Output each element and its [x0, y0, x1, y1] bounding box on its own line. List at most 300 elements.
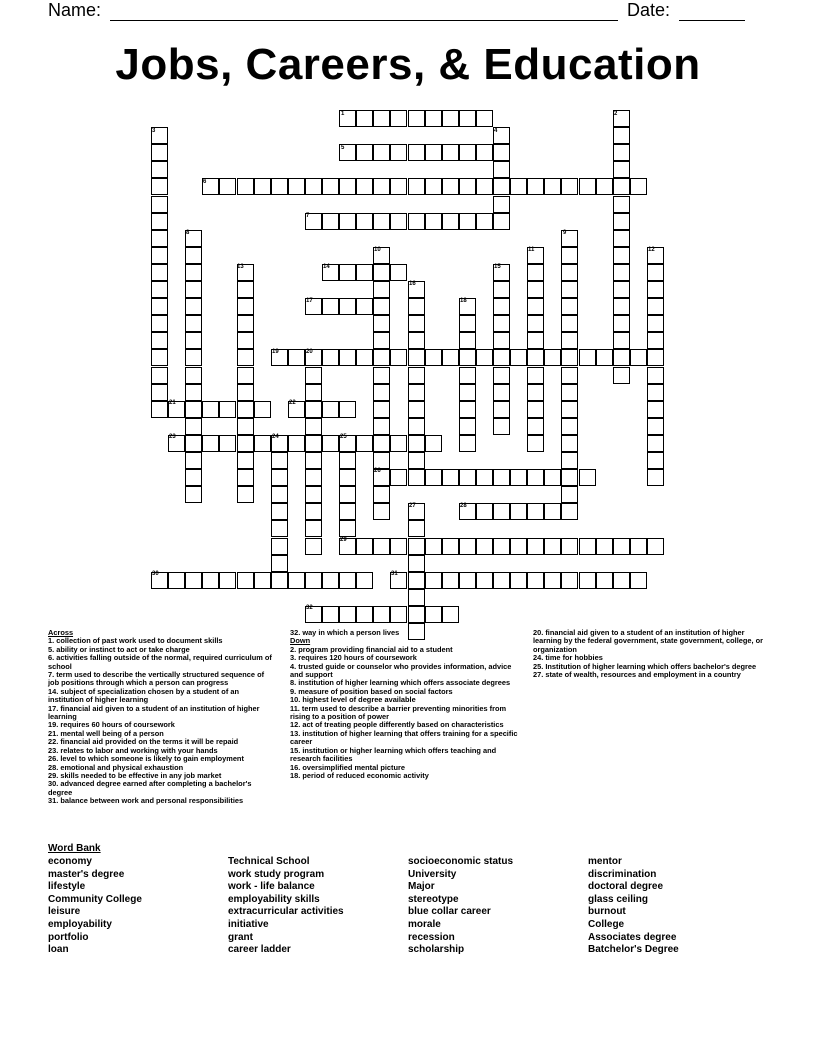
- grid-cell[interactable]: [288, 178, 305, 195]
- grid-cell[interactable]: [356, 538, 373, 555]
- grid-cell[interactable]: [237, 315, 254, 332]
- grid-cell[interactable]: [408, 315, 425, 332]
- grid-cell[interactable]: [219, 401, 236, 418]
- grid-cell[interactable]: [356, 435, 373, 452]
- grid-cell[interactable]: [356, 349, 373, 366]
- grid-cell[interactable]: [527, 384, 544, 401]
- grid-cell[interactable]: [493, 349, 510, 366]
- grid-cell[interactable]: [493, 538, 510, 555]
- grid-cell[interactable]: [561, 264, 578, 281]
- grid-cell[interactable]: [613, 298, 630, 315]
- grid-cell[interactable]: [527, 178, 544, 195]
- grid-cell[interactable]: [305, 401, 322, 418]
- grid-cell[interactable]: [613, 144, 630, 161]
- grid-cell[interactable]: [561, 298, 578, 315]
- grid-cell[interactable]: [185, 572, 202, 589]
- grid-cell[interactable]: [185, 349, 202, 366]
- grid-cell[interactable]: [459, 435, 476, 452]
- grid-cell[interactable]: [613, 332, 630, 349]
- grid-cell[interactable]: [202, 401, 219, 418]
- grid-cell[interactable]: [356, 606, 373, 623]
- grid-cell[interactable]: [613, 315, 630, 332]
- grid-cell[interactable]: [185, 401, 202, 418]
- grid-cell[interactable]: [561, 332, 578, 349]
- grid-cell[interactable]: [442, 469, 459, 486]
- grid-cell[interactable]: [254, 178, 271, 195]
- grid-cell[interactable]: [408, 367, 425, 384]
- grid-cell[interactable]: [544, 503, 561, 520]
- grid-cell[interactable]: [271, 486, 288, 503]
- grid-cell[interactable]: [442, 606, 459, 623]
- grid-cell[interactable]: [442, 213, 459, 230]
- grid-cell[interactable]: [544, 469, 561, 486]
- grid-cell[interactable]: [408, 401, 425, 418]
- grid-cell[interactable]: [373, 367, 390, 384]
- grid-cell[interactable]: [305, 520, 322, 537]
- grid-cell[interactable]: [237, 572, 254, 589]
- grid-cell[interactable]: [459, 315, 476, 332]
- grid-cell[interactable]: [527, 367, 544, 384]
- grid-cell[interactable]: [510, 178, 527, 195]
- grid-cell[interactable]: [305, 178, 322, 195]
- grid-cell[interactable]: [151, 230, 168, 247]
- grid-cell[interactable]: [185, 332, 202, 349]
- grid-cell[interactable]: [339, 298, 356, 315]
- grid-cell[interactable]: [237, 435, 254, 452]
- grid-cell[interactable]: [237, 401, 254, 418]
- grid-cell[interactable]: [561, 572, 578, 589]
- grid-cell[interactable]: [408, 110, 425, 127]
- grid-cell[interactable]: [390, 110, 407, 127]
- grid-cell[interactable]: [493, 281, 510, 298]
- grid-cell[interactable]: [322, 298, 339, 315]
- grid-cell[interactable]: [288, 572, 305, 589]
- grid-cell[interactable]: [168, 572, 185, 589]
- grid-cell[interactable]: [254, 435, 271, 452]
- grid-cell[interactable]: [408, 589, 425, 606]
- grid-cell[interactable]: [237, 384, 254, 401]
- grid-cell[interactable]: [288, 435, 305, 452]
- grid-cell[interactable]: [647, 315, 664, 332]
- grid-cell[interactable]: [647, 349, 664, 366]
- grid-cell[interactable]: [322, 401, 339, 418]
- grid-cell[interactable]: [151, 367, 168, 384]
- grid-cell[interactable]: [510, 572, 527, 589]
- grid-cell[interactable]: [373, 144, 390, 161]
- grid-cell[interactable]: [390, 144, 407, 161]
- grid-cell[interactable]: [185, 486, 202, 503]
- grid-cell[interactable]: [613, 264, 630, 281]
- grid-cell[interactable]: [356, 178, 373, 195]
- grid-cell[interactable]: [527, 332, 544, 349]
- grid-cell[interactable]: [442, 538, 459, 555]
- grid-cell[interactable]: [305, 486, 322, 503]
- grid-cell[interactable]: [527, 572, 544, 589]
- grid-cell[interactable]: [459, 332, 476, 349]
- grid-cell[interactable]: [493, 213, 510, 230]
- grid-cell[interactable]: [561, 315, 578, 332]
- grid-cell[interactable]: [510, 503, 527, 520]
- grid-cell[interactable]: [288, 349, 305, 366]
- grid-cell[interactable]: [373, 452, 390, 469]
- grid-cell[interactable]: [442, 572, 459, 589]
- grid-cell[interactable]: [185, 315, 202, 332]
- grid-cell[interactable]: [339, 264, 356, 281]
- grid-cell[interactable]: [613, 349, 630, 366]
- grid-cell[interactable]: [596, 178, 613, 195]
- grid-cell[interactable]: [151, 196, 168, 213]
- grid-cell[interactable]: [339, 503, 356, 520]
- grid-cell[interactable]: [373, 435, 390, 452]
- grid-cell[interactable]: [561, 469, 578, 486]
- grid-cell[interactable]: [527, 264, 544, 281]
- grid-cell[interactable]: [305, 384, 322, 401]
- grid-cell[interactable]: [151, 213, 168, 230]
- grid-cell[interactable]: [373, 298, 390, 315]
- grid-cell[interactable]: [305, 503, 322, 520]
- grid-cell[interactable]: [613, 127, 630, 144]
- grid-cell[interactable]: [647, 281, 664, 298]
- grid-cell[interactable]: [527, 298, 544, 315]
- grid-cell[interactable]: [151, 401, 168, 418]
- grid-cell[interactable]: [476, 349, 493, 366]
- grid-cell[interactable]: [493, 418, 510, 435]
- grid-cell[interactable]: [339, 486, 356, 503]
- grid-cell[interactable]: [237, 349, 254, 366]
- grid-cell[interactable]: [459, 418, 476, 435]
- grid-cell[interactable]: [305, 435, 322, 452]
- grid-cell[interactable]: [373, 213, 390, 230]
- grid-cell[interactable]: [237, 367, 254, 384]
- grid-cell[interactable]: [185, 435, 202, 452]
- grid-cell[interactable]: [613, 213, 630, 230]
- grid-cell[interactable]: [254, 401, 271, 418]
- grid-cell[interactable]: [373, 349, 390, 366]
- grid-cell[interactable]: [493, 469, 510, 486]
- grid-cell[interactable]: [476, 144, 493, 161]
- grid-cell[interactable]: [579, 349, 596, 366]
- grid-cell[interactable]: [544, 349, 561, 366]
- grid-cell[interactable]: [647, 452, 664, 469]
- grid-cell[interactable]: [561, 367, 578, 384]
- grid-cell[interactable]: [271, 555, 288, 572]
- grid-cell[interactable]: [493, 298, 510, 315]
- grid-cell[interactable]: [647, 538, 664, 555]
- grid-cell[interactable]: [613, 538, 630, 555]
- grid-cell[interactable]: [322, 349, 339, 366]
- grid-cell[interactable]: [356, 110, 373, 127]
- grid-cell[interactable]: [527, 281, 544, 298]
- grid-cell[interactable]: [561, 452, 578, 469]
- grid-cell[interactable]: [459, 110, 476, 127]
- grid-cell[interactable]: [596, 349, 613, 366]
- grid-cell[interactable]: [390, 349, 407, 366]
- grid-cell[interactable]: [459, 178, 476, 195]
- grid-cell[interactable]: [630, 538, 647, 555]
- grid-cell[interactable]: [476, 503, 493, 520]
- grid-cell[interactable]: [271, 469, 288, 486]
- grid-cell[interactable]: [561, 503, 578, 520]
- grid-cell[interactable]: [237, 486, 254, 503]
- grid-cell[interactable]: [390, 435, 407, 452]
- grid-cell[interactable]: [527, 469, 544, 486]
- grid-cell[interactable]: [237, 469, 254, 486]
- grid-cell[interactable]: [237, 332, 254, 349]
- grid-cell[interactable]: [527, 538, 544, 555]
- grid-cell[interactable]: [356, 572, 373, 589]
- grid-cell[interactable]: [305, 367, 322, 384]
- grid-cell[interactable]: [237, 418, 254, 435]
- grid-cell[interactable]: [339, 572, 356, 589]
- grid-cell[interactable]: [493, 384, 510, 401]
- grid-cell[interactable]: [373, 606, 390, 623]
- grid-cell[interactable]: [527, 315, 544, 332]
- grid-cell[interactable]: [579, 469, 596, 486]
- grid-cell[interactable]: [425, 606, 442, 623]
- grid-cell[interactable]: [493, 178, 510, 195]
- grid-cell[interactable]: [408, 349, 425, 366]
- grid-cell[interactable]: [561, 435, 578, 452]
- grid-cell[interactable]: [373, 401, 390, 418]
- grid-cell[interactable]: [185, 469, 202, 486]
- grid-cell[interactable]: [476, 469, 493, 486]
- grid-cell[interactable]: [339, 213, 356, 230]
- grid-cell[interactable]: [561, 538, 578, 555]
- grid-cell[interactable]: [476, 178, 493, 195]
- grid-cell[interactable]: [630, 178, 647, 195]
- grid-cell[interactable]: [254, 572, 271, 589]
- grid-cell[interactable]: [493, 315, 510, 332]
- grid-cell[interactable]: [408, 213, 425, 230]
- grid-cell[interactable]: [425, 572, 442, 589]
- grid-cell[interactable]: [271, 538, 288, 555]
- grid-cell[interactable]: [510, 538, 527, 555]
- grid-cell[interactable]: [408, 606, 425, 623]
- grid-cell[interactable]: [151, 247, 168, 264]
- grid-cell[interactable]: [527, 503, 544, 520]
- grid-cell[interactable]: [493, 332, 510, 349]
- grid-cell[interactable]: [219, 178, 236, 195]
- grid-cell[interactable]: [185, 367, 202, 384]
- grid-cell[interactable]: [151, 349, 168, 366]
- grid-cell[interactable]: [561, 384, 578, 401]
- grid-cell[interactable]: [339, 469, 356, 486]
- grid-cell[interactable]: [373, 418, 390, 435]
- grid-cell[interactable]: [613, 247, 630, 264]
- grid-cell[interactable]: [390, 264, 407, 281]
- grid-cell[interactable]: [613, 572, 630, 589]
- grid-cell[interactable]: [561, 486, 578, 503]
- grid-cell[interactable]: [305, 418, 322, 435]
- grid-cell[interactable]: [373, 178, 390, 195]
- grid-cell[interactable]: [425, 110, 442, 127]
- grid-cell[interactable]: [613, 196, 630, 213]
- grid-cell[interactable]: [613, 281, 630, 298]
- grid-cell[interactable]: [476, 110, 493, 127]
- grid-cell[interactable]: [373, 332, 390, 349]
- grid-cell[interactable]: [579, 178, 596, 195]
- grid-cell[interactable]: [596, 572, 613, 589]
- grid-cell[interactable]: [493, 161, 510, 178]
- grid-cell[interactable]: [219, 572, 236, 589]
- grid-cell[interactable]: [408, 332, 425, 349]
- grid-cell[interactable]: [613, 161, 630, 178]
- grid-cell[interactable]: [442, 144, 459, 161]
- grid-cell[interactable]: [647, 298, 664, 315]
- grid-cell[interactable]: [561, 178, 578, 195]
- grid-cell[interactable]: [459, 469, 476, 486]
- grid-cell[interactable]: [373, 538, 390, 555]
- grid-cell[interactable]: [459, 349, 476, 366]
- grid-cell[interactable]: [613, 230, 630, 247]
- grid-cell[interactable]: [390, 538, 407, 555]
- grid-cell[interactable]: [339, 178, 356, 195]
- grid-cell[interactable]: [425, 435, 442, 452]
- grid-cell[interactable]: [647, 384, 664, 401]
- grid-cell[interactable]: [151, 315, 168, 332]
- grid-cell[interactable]: [305, 452, 322, 469]
- grid-cell[interactable]: [356, 298, 373, 315]
- grid-cell[interactable]: [237, 178, 254, 195]
- grid-cell[interactable]: [271, 572, 288, 589]
- grid-cell[interactable]: [322, 572, 339, 589]
- grid-cell[interactable]: [408, 384, 425, 401]
- grid-cell[interactable]: [373, 110, 390, 127]
- grid-cell[interactable]: [561, 418, 578, 435]
- grid-cell[interactable]: [459, 213, 476, 230]
- grid-cell[interactable]: [544, 538, 561, 555]
- grid-cell[interactable]: [202, 572, 219, 589]
- grid-cell[interactable]: [373, 384, 390, 401]
- grid-cell[interactable]: [356, 144, 373, 161]
- grid-cell[interactable]: [322, 606, 339, 623]
- grid-cell[interactable]: [185, 298, 202, 315]
- grid-cell[interactable]: [630, 349, 647, 366]
- grid-cell[interactable]: [373, 264, 390, 281]
- grid-cell[interactable]: [408, 178, 425, 195]
- grid-cell[interactable]: [493, 401, 510, 418]
- grid-cell[interactable]: [613, 367, 630, 384]
- grid-cell[interactable]: [425, 349, 442, 366]
- grid-cell[interactable]: [561, 281, 578, 298]
- grid-cell[interactable]: [408, 572, 425, 589]
- grid-cell[interactable]: [647, 367, 664, 384]
- grid-cell[interactable]: [561, 401, 578, 418]
- grid-cell[interactable]: [339, 349, 356, 366]
- grid-cell[interactable]: [647, 401, 664, 418]
- grid-cell[interactable]: [425, 469, 442, 486]
- grid-cell[interactable]: [459, 572, 476, 589]
- grid-cell[interactable]: [356, 264, 373, 281]
- grid-cell[interactable]: [527, 418, 544, 435]
- grid-cell[interactable]: [425, 178, 442, 195]
- grid-cell[interactable]: [476, 213, 493, 230]
- grid-cell[interactable]: [151, 384, 168, 401]
- grid-cell[interactable]: [647, 418, 664, 435]
- grid-cell[interactable]: [544, 572, 561, 589]
- grid-cell[interactable]: [373, 315, 390, 332]
- grid-cell[interactable]: [339, 452, 356, 469]
- grid-cell[interactable]: [459, 367, 476, 384]
- grid-cell[interactable]: [185, 418, 202, 435]
- grid-cell[interactable]: [151, 161, 168, 178]
- grid-cell[interactable]: [647, 435, 664, 452]
- grid-cell[interactable]: [151, 298, 168, 315]
- grid-cell[interactable]: [219, 435, 236, 452]
- grid-cell[interactable]: [408, 418, 425, 435]
- grid-cell[interactable]: [390, 178, 407, 195]
- grid-cell[interactable]: [561, 247, 578, 264]
- grid-cell[interactable]: [390, 469, 407, 486]
- grid-cell[interactable]: [408, 520, 425, 537]
- grid-cell[interactable]: [442, 349, 459, 366]
- grid-cell[interactable]: [493, 572, 510, 589]
- grid-cell[interactable]: [151, 144, 168, 161]
- grid-cell[interactable]: [579, 572, 596, 589]
- grid-cell[interactable]: [527, 435, 544, 452]
- grid-cell[interactable]: [322, 213, 339, 230]
- grid-cell[interactable]: [493, 367, 510, 384]
- grid-cell[interactable]: [390, 213, 407, 230]
- grid-cell[interactable]: [510, 349, 527, 366]
- grid-cell[interactable]: [459, 144, 476, 161]
- grid-cell[interactable]: [202, 435, 219, 452]
- grid-cell[interactable]: [647, 332, 664, 349]
- grid-cell[interactable]: [527, 349, 544, 366]
- grid-cell[interactable]: [527, 401, 544, 418]
- grid-cell[interactable]: [408, 469, 425, 486]
- grid-cell[interactable]: [510, 469, 527, 486]
- grid-cell[interactable]: [408, 435, 425, 452]
- grid-cell[interactable]: [237, 281, 254, 298]
- grid-cell[interactable]: [339, 520, 356, 537]
- grid-cell[interactable]: [151, 178, 168, 195]
- grid-cell[interactable]: [185, 281, 202, 298]
- grid-cell[interactable]: [322, 178, 339, 195]
- grid-cell[interactable]: [425, 213, 442, 230]
- grid-cell[interactable]: [425, 538, 442, 555]
- grid-cell[interactable]: [185, 384, 202, 401]
- grid-cell[interactable]: [476, 572, 493, 589]
- grid-cell[interactable]: [237, 452, 254, 469]
- grid-cell[interactable]: [442, 110, 459, 127]
- grid-cell[interactable]: [322, 435, 339, 452]
- grid-cell[interactable]: [356, 213, 373, 230]
- grid-cell[interactable]: [271, 503, 288, 520]
- grid-cell[interactable]: [561, 349, 578, 366]
- grid-cell[interactable]: [544, 178, 561, 195]
- grid-cell[interactable]: [425, 144, 442, 161]
- grid-cell[interactable]: [151, 281, 168, 298]
- grid-cell[interactable]: [647, 469, 664, 486]
- grid-cell[interactable]: [185, 452, 202, 469]
- grid-cell[interactable]: [185, 264, 202, 281]
- grid-cell[interactable]: [390, 606, 407, 623]
- grid-cell[interactable]: [408, 298, 425, 315]
- grid-cell[interactable]: [271, 520, 288, 537]
- grid-cell[interactable]: [271, 452, 288, 469]
- grid-cell[interactable]: [339, 401, 356, 418]
- grid-cell[interactable]: [408, 144, 425, 161]
- grid-cell[interactable]: [459, 384, 476, 401]
- grid-cell[interactable]: [476, 538, 493, 555]
- grid-cell[interactable]: [373, 281, 390, 298]
- grid-cell[interactable]: [408, 452, 425, 469]
- grid-cell[interactable]: [442, 178, 459, 195]
- grid-cell[interactable]: [339, 606, 356, 623]
- grid-cell[interactable]: [408, 538, 425, 555]
- grid-cell[interactable]: [373, 503, 390, 520]
